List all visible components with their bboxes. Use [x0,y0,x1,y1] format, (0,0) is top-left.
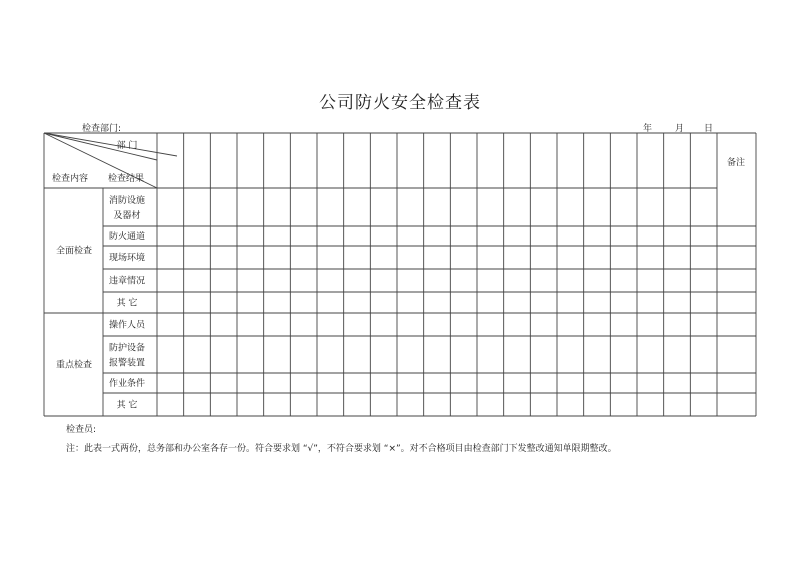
check-cell[interactable] [530,269,557,292]
check-cell[interactable] [264,313,291,336]
check-cell[interactable] [210,336,237,373]
check-cell[interactable] [610,226,637,246]
check-cell[interactable] [317,269,344,292]
check-cell[interactable] [424,226,451,246]
check-cell[interactable] [664,226,691,246]
check-cell[interactable] [397,393,424,416]
check-cell[interactable] [504,226,531,246]
item-label: 违章情况 [108,276,146,287]
check-cell[interactable] [690,226,717,246]
check-cell[interactable] [584,292,611,313]
check-cell[interactable] [637,313,664,336]
remark-cell[interactable] [717,313,756,336]
check-cell[interactable] [184,373,211,393]
item-label: 及器材 [113,211,141,221]
check-cell[interactable] [290,393,317,416]
check-cell[interactable] [477,188,504,226]
check-cell[interactable] [397,226,424,246]
check-cell[interactable] [664,313,691,336]
check-cell[interactable] [530,336,557,373]
remark-cell[interactable] [717,226,756,246]
check-cell[interactable] [504,246,531,269]
check-cell[interactable] [344,246,371,269]
check-cell[interactable] [664,292,691,313]
check-cell[interactable] [184,292,211,313]
check-cell[interactable] [157,226,184,246]
check-cell[interactable] [237,269,264,292]
check-cell[interactable] [504,188,531,226]
check-cell[interactable] [264,188,291,226]
check-cell[interactable] [264,226,291,246]
check-cell[interactable] [290,188,317,226]
corner-result-label: 检查结果 [107,174,145,184]
inspector-label: 检查员: [66,425,97,435]
check-cell[interactable] [210,313,237,336]
check-cell[interactable] [477,269,504,292]
check-cell[interactable] [504,393,531,416]
check-cell[interactable] [664,393,691,416]
check-cell[interactable] [690,373,717,393]
check-cell[interactable] [344,292,371,313]
check-cell[interactable] [264,292,291,313]
item-label: 其 它 [116,400,138,411]
check-cell[interactable] [157,269,184,292]
check-cell[interactable] [504,336,531,373]
check-cell[interactable] [210,373,237,393]
check-cell[interactable] [157,188,184,226]
check-cell[interactable] [557,188,584,226]
remark-cell[interactable] [717,336,756,373]
check-cell[interactable] [557,226,584,246]
check-cell[interactable] [584,226,611,246]
check-cell[interactable] [397,188,424,226]
check-cell[interactable] [370,226,397,246]
check-cell[interactable] [157,393,184,416]
day-label: 日 [704,124,714,134]
check-cell[interactable] [664,336,691,373]
check-cell[interactable] [264,373,291,393]
check-cell[interactable] [290,336,317,373]
remark-cell[interactable] [717,269,756,292]
check-cell[interactable] [397,336,424,373]
check-cell[interactable] [664,373,691,393]
check-cell[interactable] [424,373,451,393]
check-cell[interactable] [637,188,664,226]
check-cell[interactable] [557,292,584,313]
check-cell[interactable] [504,292,531,313]
item-label: 现场环境 [108,253,146,264]
check-cell[interactable] [477,313,504,336]
check-cell[interactable] [690,269,717,292]
check-cell[interactable] [290,313,317,336]
item-label: 报警装置 [108,358,146,369]
check-cell[interactable] [157,313,184,336]
check-cell[interactable] [637,246,664,269]
check-cell[interactable] [317,292,344,313]
check-cell[interactable] [610,269,637,292]
check-cell[interactable] [264,336,291,373]
check-cell[interactable] [317,336,344,373]
check-cell[interactable] [584,269,611,292]
check-cell[interactable] [264,393,291,416]
check-cell[interactable] [557,246,584,269]
check-cell[interactable] [210,269,237,292]
check-cell[interactable] [610,292,637,313]
check-cell[interactable] [450,269,477,292]
check-cell[interactable] [690,336,717,373]
check-cell[interactable] [237,188,264,226]
check-cell[interactable] [504,313,531,336]
check-cell[interactable] [264,246,291,269]
check-cell[interactable] [690,393,717,416]
check-cell[interactable] [557,313,584,336]
check-cell[interactable] [344,269,371,292]
item-label: 防护设备 [108,343,146,354]
check-cell[interactable] [290,292,317,313]
check-cell[interactable] [584,373,611,393]
check-cell[interactable] [450,246,477,269]
check-cell[interactable] [184,336,211,373]
check-cell[interactable] [664,269,691,292]
check-cell[interactable] [637,269,664,292]
check-cell[interactable] [450,336,477,373]
check-cell[interactable] [237,226,264,246]
check-cell[interactable] [450,313,477,336]
remark-cell[interactable] [717,246,756,269]
check-cell[interactable] [610,313,637,336]
month-label: 月 [675,124,685,134]
check-cell[interactable] [530,313,557,336]
check-cell[interactable] [317,226,344,246]
dept-label: 检查部门: [82,124,122,134]
check-cell[interactable] [210,246,237,269]
check-cell[interactable] [210,393,237,416]
check-cell[interactable] [370,269,397,292]
check-cell[interactable] [424,269,451,292]
check-cell[interactable] [184,246,211,269]
check-cell[interactable] [584,393,611,416]
check-cell[interactable] [290,246,317,269]
check-cell[interactable] [530,292,557,313]
check-cell[interactable] [610,336,637,373]
check-cell[interactable] [344,188,371,226]
check-cell[interactable] [504,373,531,393]
check-cell[interactable] [664,188,691,226]
check-cell[interactable] [637,393,664,416]
check-cell[interactable] [210,188,237,226]
item-label: 作业条件 [108,379,146,389]
check-cell[interactable] [637,226,664,246]
check-cell[interactable] [424,393,451,416]
check-cell[interactable] [290,226,317,246]
check-cell[interactable] [557,373,584,393]
corner-diagonal [44,133,157,160]
remark-cell[interactable] [717,292,756,313]
check-cell[interactable] [584,188,611,226]
remarks-header: 备注 [726,158,746,168]
check-cell[interactable] [290,269,317,292]
item-label: 消防设施 [108,196,146,206]
check-cell[interactable] [290,373,317,393]
check-cell[interactable] [424,246,451,269]
check-cell[interactable] [477,373,504,393]
check-cell[interactable] [370,313,397,336]
check-cell[interactable] [477,246,504,269]
check-cell[interactable] [690,313,717,336]
corner-dept-label: 部 门 [116,141,138,151]
page-title: 公司防火安全检查表 [319,93,481,113]
check-cell[interactable] [424,292,451,313]
check-cell[interactable] [157,336,184,373]
check-cell[interactable] [397,269,424,292]
check-cell[interactable] [370,292,397,313]
check-cell[interactable] [557,336,584,373]
check-cell[interactable] [504,269,531,292]
check-cell[interactable] [397,246,424,269]
check-cell[interactable] [184,188,211,226]
year-label: 年 [643,124,653,134]
footer-note: 注：此表一式两份，总务部和办公室各存一份。符合要求划 “√”，不符合要求划 “×”。对不合格项目由检查部门下发整改通知单限期整改。 [66,444,617,454]
check-cell[interactable] [690,246,717,269]
check-cell[interactable] [157,292,184,313]
check-cell[interactable] [397,292,424,313]
group-label-2: 重点检查 [55,360,93,371]
check-cell[interactable] [450,393,477,416]
check-cell[interactable] [584,336,611,373]
item-label: 其 它 [116,298,138,309]
check-cell[interactable] [317,393,344,416]
check-cell[interactable] [450,226,477,246]
check-cell[interactable] [450,188,477,226]
check-cell[interactable] [344,393,371,416]
check-cell[interactable] [370,188,397,226]
check-cell[interactable] [424,336,451,373]
check-cell[interactable] [450,373,477,393]
check-cell[interactable] [477,393,504,416]
check-cell[interactable] [664,246,691,269]
check-cell[interactable] [450,292,477,313]
check-cell[interactable] [610,393,637,416]
check-cell[interactable] [610,246,637,269]
check-cell[interactable] [317,188,344,226]
item-label: 操作人员 [108,320,146,331]
check-cell[interactable] [264,269,291,292]
check-cell[interactable] [637,336,664,373]
check-cell[interactable] [184,313,211,336]
check-cell[interactable] [184,226,211,246]
check-cell[interactable] [344,226,371,246]
check-cell[interactable] [157,373,184,393]
check-cell[interactable] [317,313,344,336]
check-cell[interactable] [370,373,397,393]
check-cell[interactable] [237,292,264,313]
remark-cell[interactable] [717,393,756,416]
check-cell[interactable] [557,393,584,416]
check-cell[interactable] [397,373,424,393]
check-cell[interactable] [237,373,264,393]
remark-cell[interactable] [717,188,756,226]
check-cell[interactable] [184,269,211,292]
check-cell[interactable] [210,292,237,313]
remark-cell[interactable] [717,373,756,393]
check-cell[interactable] [530,246,557,269]
check-cell[interactable] [424,313,451,336]
check-cell[interactable] [530,188,557,226]
check-cell[interactable] [530,226,557,246]
check-cell[interactable] [317,246,344,269]
check-cell[interactable] [237,393,264,416]
check-cell[interactable] [317,373,344,393]
item-label: 防火通道 [108,232,146,242]
check-cell[interactable] [584,246,611,269]
check-cell[interactable] [370,393,397,416]
check-cell[interactable] [157,246,184,269]
check-cell[interactable] [690,188,717,226]
check-cell[interactable] [344,313,371,336]
check-cell[interactable] [477,226,504,246]
check-cell[interactable] [397,313,424,336]
check-cell[interactable] [237,246,264,269]
group-label-1: 全面检查 [55,246,93,257]
check-cell[interactable] [557,269,584,292]
check-cell[interactable] [584,313,611,336]
check-cell[interactable] [184,393,211,416]
check-cell[interactable] [477,336,504,373]
check-cell[interactable] [344,336,371,373]
check-cell[interactable] [530,373,557,393]
check-cell[interactable] [424,188,451,226]
check-cell[interactable] [637,373,664,393]
check-cell[interactable] [237,336,264,373]
check-cell[interactable] [370,246,397,269]
check-cell[interactable] [530,393,557,416]
check-cell[interactable] [477,292,504,313]
check-cell[interactable] [237,313,264,336]
check-cell[interactable] [637,292,664,313]
corner-content-label: 检查内容 [51,174,89,184]
check-cell[interactable] [210,226,237,246]
check-cell[interactable] [610,188,637,226]
check-cell[interactable] [370,336,397,373]
check-cell[interactable] [610,373,637,393]
check-cell[interactable] [690,292,717,313]
check-cell[interactable] [344,373,371,393]
